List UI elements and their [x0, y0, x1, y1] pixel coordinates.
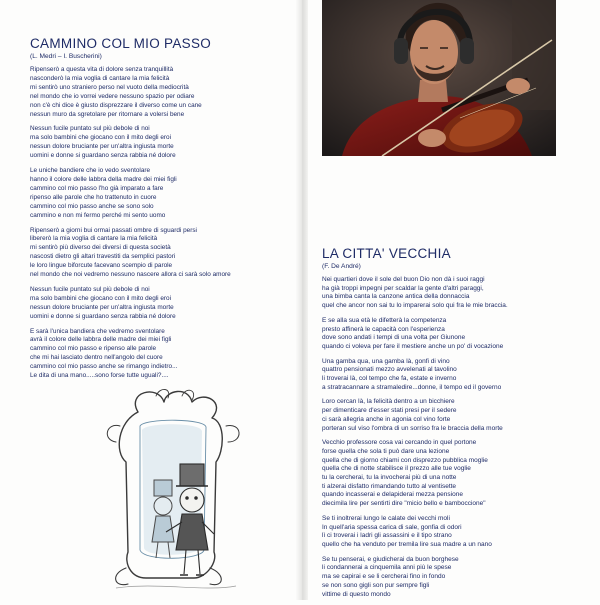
lyric-line: ma se capirai e se li cercherai fino in fondo [322, 573, 446, 581]
lyric-line: nel mondo che noi vedremo nessuno nascere allora ci sarà solo amore [30, 271, 231, 279]
lyric-line: Nessun fucile puntato sul più debole di noi [30, 125, 150, 133]
lyric-line: a stratracannare a stramaledire...donne, il tempo ed il governo [322, 383, 502, 391]
lyric-line: Le dita di una mano.....sono forse tutte uguali?.... [30, 372, 169, 380]
stanza [322, 398, 592, 433]
left-lyrics-column [30, 36, 292, 387]
lyric-line: lì ci troverai i ladri gli assassini e il tipo strano [322, 532, 452, 540]
lyric-line: Ripenserò a giorni bui ormai passati ombre di sguardi persi [30, 226, 197, 234]
lyric-line: Se ti inoltrerai lungo le calate dei vecchi moli [322, 514, 450, 522]
lyric-line: Nei quartieri dove il sole del buon Dio non dà i suoi raggi [322, 276, 485, 283]
lyric-line: ha già troppi impegni per scaldar la gente d'altri paraggi, [322, 284, 484, 292]
lyric-line: le loro lingue biforcute facevano scempio di parole [30, 262, 173, 270]
lyric-line: cammino e non mi fermo perché mi sento uomo [30, 211, 166, 219]
lyric-line: vittime di questo mondo [322, 590, 391, 598]
lyric-line: li condannerai a cinquemila anni più le spese [322, 564, 452, 572]
lyric-line: Nessun fucile puntato sul più debole di noi [30, 285, 150, 293]
lyric-line: cammino col mio passo e ripenso alle parole [30, 345, 157, 353]
lyric-line: ma solo bambini che giocano con il mito degli eroi [30, 134, 172, 142]
song-author-citta-vecchia: (F. De André) [322, 263, 361, 270]
lyric-line: ripenso alle parole che ho trattenuto in cuore [30, 193, 157, 201]
stanza [30, 167, 292, 220]
lyric-line: dove sono andati i tempi di una volta per Giunone [322, 334, 466, 342]
stanza [322, 515, 592, 550]
stanza [30, 125, 292, 161]
stanza [322, 556, 592, 600]
lyric-line: cammino col mio passo anche se rimango indietro... [30, 363, 178, 371]
lyric-line: una bimba canta la canzone antica della donnaccia [322, 293, 470, 301]
lyric-line: presto affinerà le capacità con l'esperienza [322, 325, 445, 333]
lyric-line: In quell'aria spessa carica di sale, gonfia di odori [322, 523, 462, 531]
lyric-line: per dimenticare d'esser stati presi per il sedere [322, 407, 457, 415]
right-lyrics-column [322, 246, 592, 605]
stanza [322, 358, 592, 393]
lyric-line: uomini e donne si guardano senza rabbia né dolore [30, 152, 176, 160]
lyric-line: ma solo bambini che giocano con il mito degli eroi [30, 294, 172, 302]
lyric-line: se non sono gigli son pur sempre figli [322, 581, 430, 589]
lyric-line: porteran sul viso l'ombra di un sorriso fra le braccia della morte [322, 424, 503, 432]
right-stanzas [322, 276, 592, 599]
lyric-line: E sarà l'unica bandiera che vedremo sventolare [30, 327, 165, 335]
lyric-line: nel mondo che io vorrei vedere nessuno spazio per odiare [30, 92, 195, 100]
lyric-line: quando incasserai e delapiderai mezza pensione [322, 491, 463, 499]
lyric-line: libererò la mia voglia di cantare la mia felicità [30, 235, 158, 243]
stanza [30, 286, 292, 322]
left-stanzas [30, 66, 292, 381]
lyric-line: avrà il colore delle labbra delle madre dei miei figli [30, 336, 172, 344]
mirror-sketch-illustration [96, 382, 256, 594]
lyric-line: nessun dolore bruciante per un'altra ingiusta morte [30, 143, 174, 151]
lyric-line: uomini e donne si guardano senza rabbia né dolore [30, 312, 176, 320]
lyric-line: Una gamba qua, una gamba là, gonfi di vino [322, 357, 450, 365]
lyric-line: quando ci voleva per fare il mestiere anche un po' di vocazione [322, 342, 504, 350]
lyric-line: Le uniche bandiere che io vedo sventolare [30, 167, 151, 175]
lyric-line: mi sentirò più diverso dei diversi di questa società [30, 244, 171, 252]
stanza [322, 439, 592, 509]
lyric-line: che mi hai lasciato dentro nell'angolo del cuore [30, 354, 163, 362]
lyric-line: nasconderò la mia voglia di cantare la mia felicità [30, 74, 170, 82]
book-spine [296, 0, 308, 600]
lyric-line: mi sentirò uno straniero perso nel vuoto della mediocrità [30, 83, 189, 91]
lyric-line: quattro pensionati mezzo avvelenati al tavolino [322, 366, 457, 374]
lyric-line: quello che ha venduto per tremila lire sua madre a un nano [322, 540, 492, 548]
song-title-cammino: CAMMINO COL MIO PASSO [30, 36, 212, 51]
lyric-line: E se alla sua età le difetterà la competenza [322, 316, 447, 324]
lyric-line: quella che di notte stabilisce il prezzo alle tue voglie [322, 465, 471, 473]
lyric-line: quella che di giorno chiami con disprezzo pubblica moglie [322, 456, 488, 464]
lyric-line: Ripenserò a questa vita di dolore senza tranquillità [30, 66, 174, 73]
lyric-line: cammino col mio passo l'ho già imparato a fare [30, 184, 164, 192]
violinist-photo [322, 0, 556, 156]
lyric-line: diecimila lire per sentirti dire "micio bello e bamboccione" [322, 500, 486, 508]
lyric-line: nessun dolore bruciante per un'altra ingiusta morte [30, 303, 174, 311]
lyric-line: nascosti dietro gli altari travestiti da semplici pastori [30, 253, 176, 261]
lyric-line: hanno il colore delle labbra della madre dei miei figli [30, 175, 177, 183]
stanza [322, 317, 592, 352]
lyric-line: tu la cercherai, tu la invocherai più di una notte [322, 474, 457, 482]
song-title-citta-vecchia: LA CITTA' VECCHIA [322, 246, 451, 261]
song-author-cammino: (L. Medri – I. Buscherini) [30, 53, 102, 60]
stanza [30, 227, 292, 280]
lyric-line: ci sarà allegria anche in agonia col vino forte [322, 415, 451, 423]
lyric-line: nessun muro da sgretolare per ritornare a volersi bene [30, 110, 185, 118]
lyric-line: non c'è chi dice è giusto disprezzare il diverso come un cane [30, 101, 202, 109]
lyric-line: cammino col mio passo anche se sono solo [30, 202, 154, 210]
stanza [30, 66, 292, 119]
lyric-line: forse quella che sola ti può dare una lezione [322, 447, 450, 455]
stanza [322, 276, 592, 311]
lyric-line: Vecchio professore cosa vai cercando in quel portone [322, 439, 477, 447]
lyric-line: li troverai là, col tempo che fa, estate e inverno [322, 375, 457, 383]
stanza [30, 328, 292, 381]
lyric-line: quel che ancor non sai tu lo imparerai solo qui fra le mie braccia. [322, 302, 508, 310]
lyric-line: Loro cercan là, la felicità dentro a un bicchiere [322, 398, 455, 406]
lyric-line: ti alzerai disfatto rimandando tutto al ventisette [322, 482, 457, 490]
lyric-line: Se tu penserai, e giudicherai da buon borghese [322, 555, 459, 563]
